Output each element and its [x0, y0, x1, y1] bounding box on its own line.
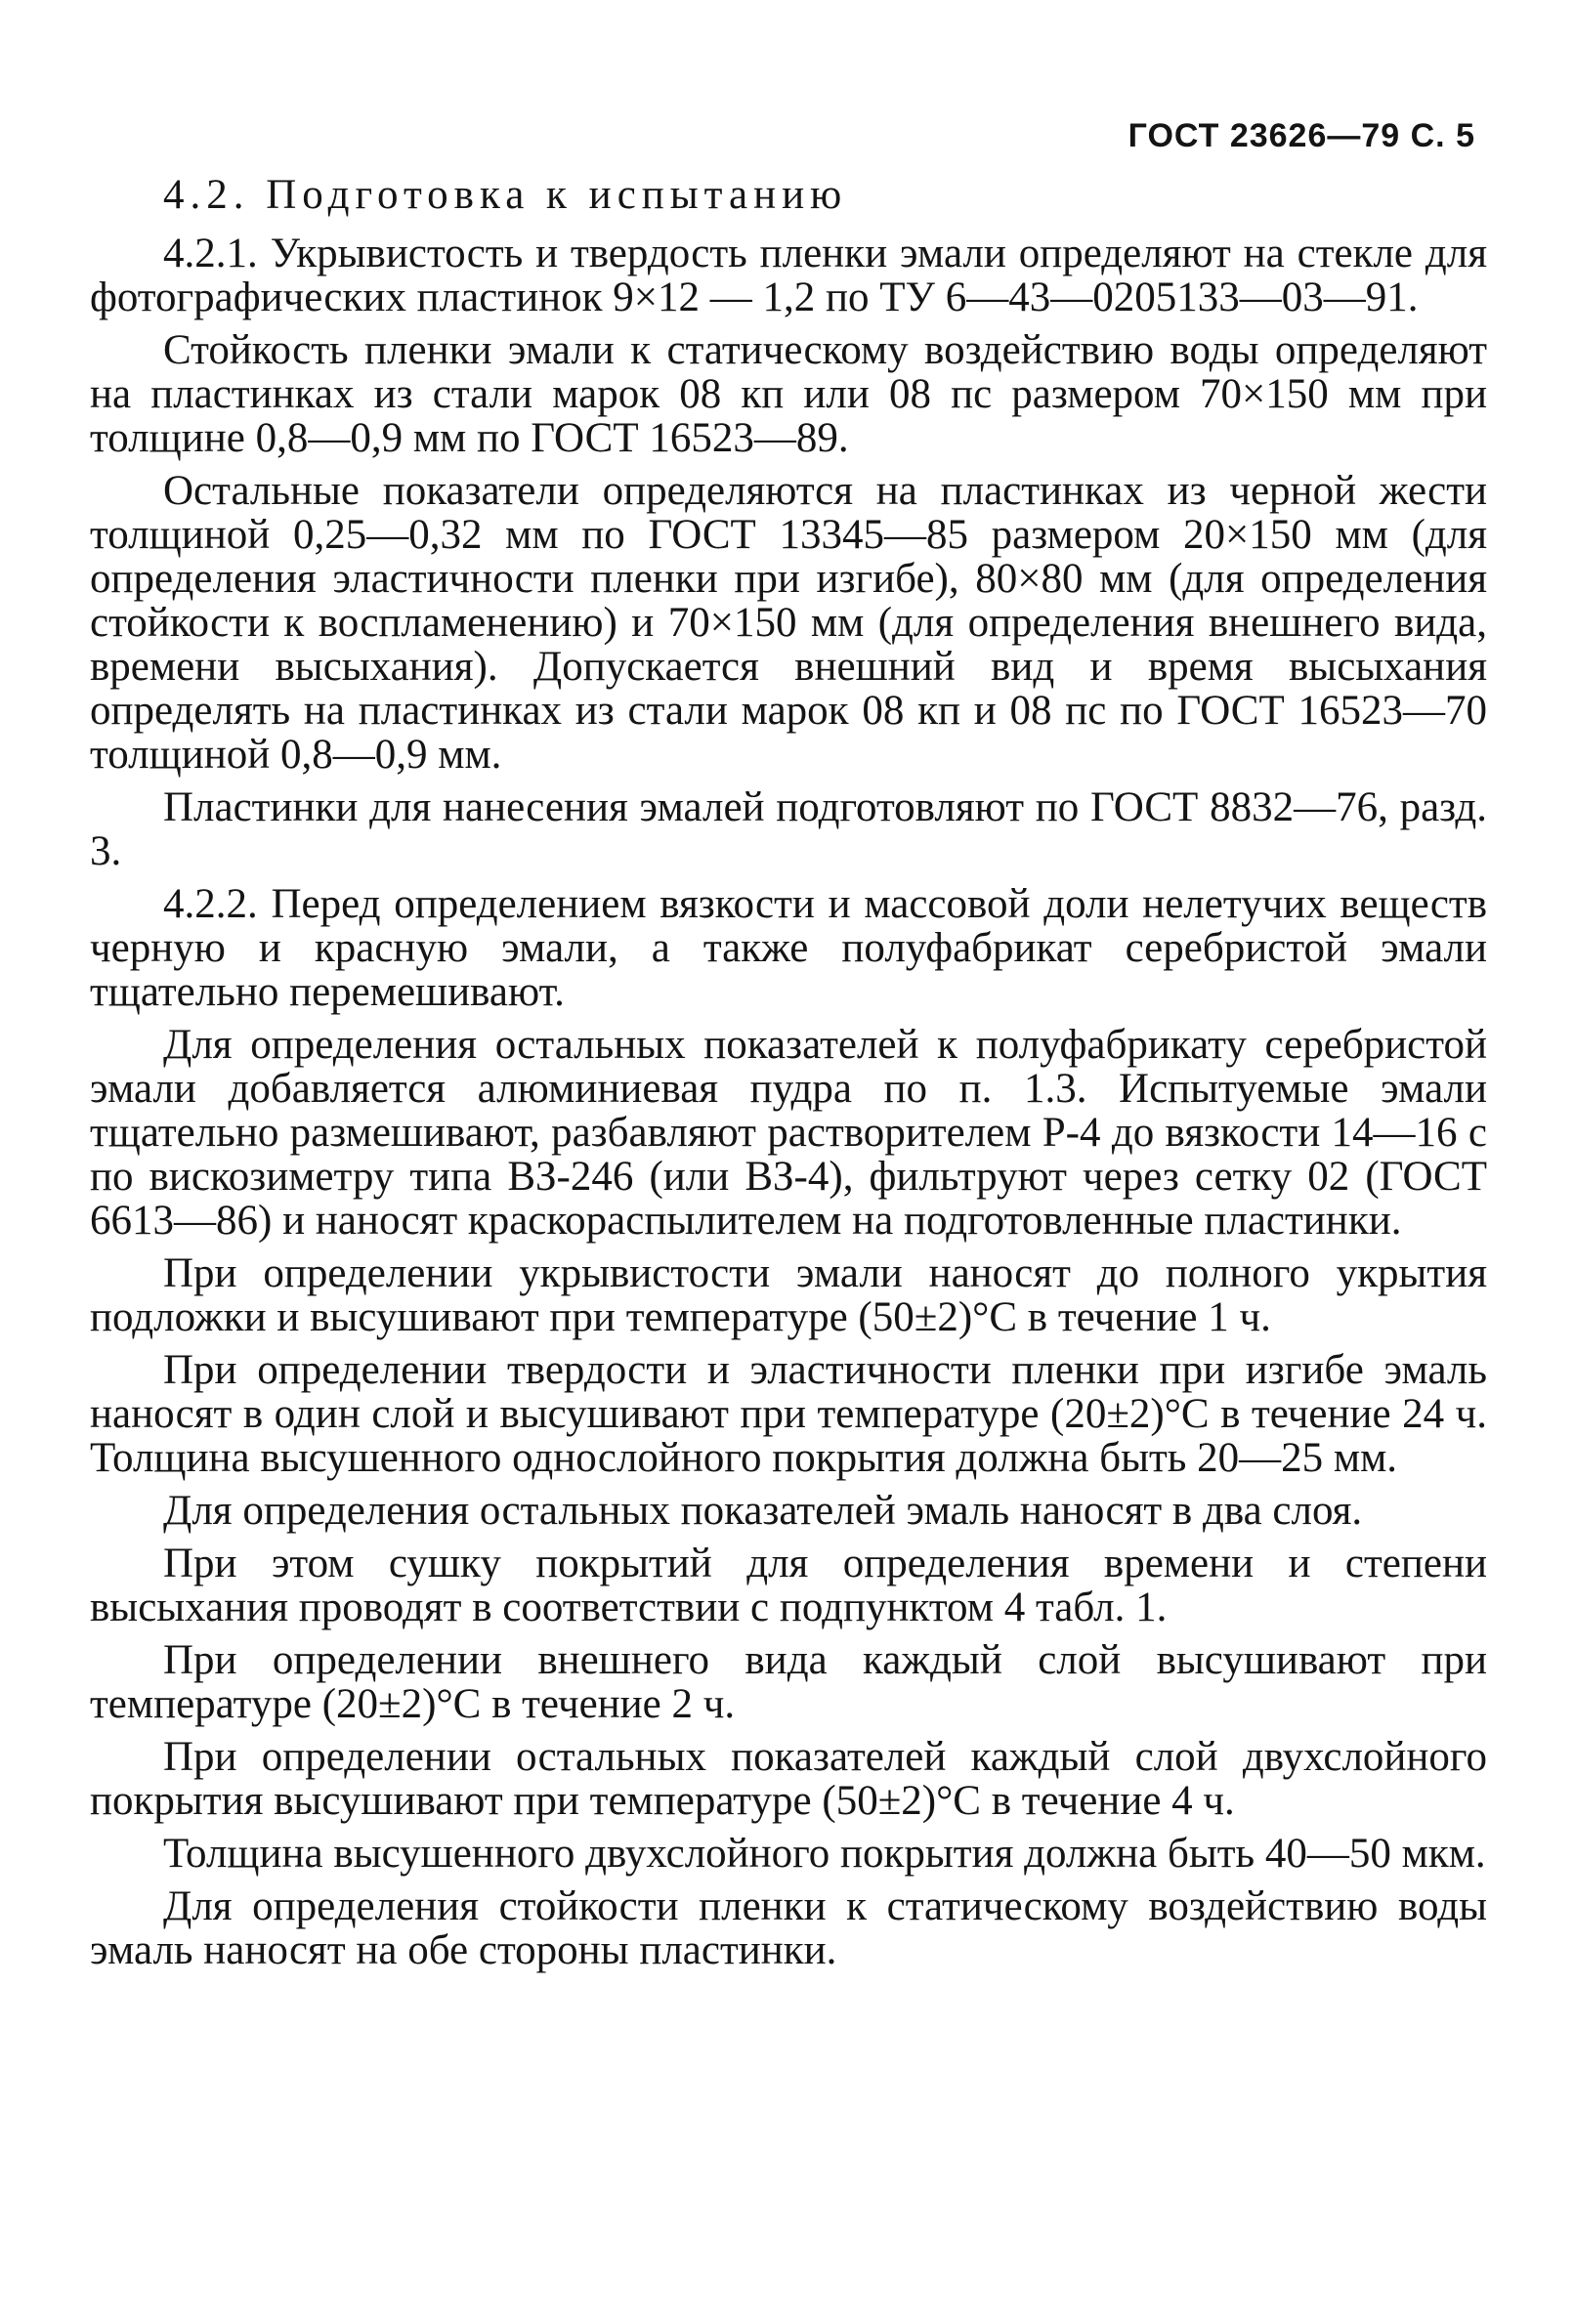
paragraph-plate-preparation: Пластинки для нанесения эмалей подготовляют по ГОСТ 8832—76, разд. 3. [90, 784, 1487, 874]
section-heading: 4.2. Подготовка к испытанию [163, 172, 848, 218]
document-page [90, 117, 1487, 1981]
paragraph-appearance: При определении внешнего вида каждый слой высушивают при температуре (20±2)°С в течение 2 ч. [90, 1637, 1487, 1727]
paragraph-other-indicators: Остальные показатели определяются на пластинках из черной жести толщиной 0,25—0,32 мм по ГОСТ 13345—85 размером 20×150 мм (для определения эластичности пленки при изгибе), 80×80 мм (для определения стойкости к воспламенению) и 70×150 мм (для определения внешнего вида, времени высыхания). Допускается внешний вид и время высыхания определять на пластинках из стали марок 08 кп и 08 пс по ГОСТ 16523—70 толщиной 0,8—0,9 мм. [90, 468, 1487, 778]
paragraph-both-sides: Для определения стойкости пленки к статическому воздействию воды эмаль наносят на обе стороны пластинки. [90, 1883, 1487, 1973]
body-text [90, 232, 1487, 1972]
paragraph-4-2-2: 4.2.2. Перед определением вязкости и массовой доли нелетучих веществ черную и красную эмали, а также полуфабрикат серебристой эмали тщательно перемешивают. [90, 881, 1487, 1015]
running-header: ГОСТ 23626—79 С. 5 [1127, 117, 1475, 154]
paragraph-silver-enamel: Для определения остальных показателей к полуфабрикату серебристой эмали добавляется алюминиевая пудра по п. 1.3. Испытуемые эмали тщательно размешивают, разбавляют растворителем Р-4 до вязкости 14—16 с по вискозиметру типа ВЗ-246 (или ВЗ-4), фильтруют через сетку 02 (ГОСТ 6613—86) и наносят краскораспылителем на подготовленные пластинки. [90, 1022, 1487, 1244]
paragraph-two-layer-drying: При определении остальных показателей каждый слой двухслойного покрытия высушивают при температуре (50±2)°С в течение 4 ч. [90, 1734, 1487, 1824]
paragraph-drying: При этом сушку покрытий для определения времени и степени высыхания проводят в соответствии с подпунктом 4 табл. 1. [90, 1541, 1487, 1630]
paragraph-two-layers: Для определения остальных показателей эмаль наносят в два слоя. [163, 1488, 1363, 1534]
paragraph-water-resistance: Стойкость пленки эмали к статическому воздействию воды определяют на пластинках из стали марок 08 кп или 08 пс размером 70×150 мм при толщине 0,8—0,9 мм по ГОСТ 16523—89. [90, 327, 1487, 461]
paragraph-hiding-power: При определении укрывистости эмали наносят до полного укрытия подложки и высушивают при температуре (50±2)°С в течение 1 ч. [90, 1250, 1487, 1340]
paragraph-4-2-1: 4.2.1. Укрывистость и твердость пленки эмали определяют на стекле для фотографических пластинок 9×12 — 1,2 по ТУ 6—43—0205133—03—91. [90, 231, 1487, 320]
paragraph-hardness-elasticity: При определении твердости и эластичности пленки при изгибе эмаль наносят в один слой и высушивают при температуре (20±2)°С в течение 24 ч. Толщина высушенного однослойного покрытия должна быть 20—25 мм. [90, 1347, 1487, 1481]
paragraph-coating-thickness: Толщина высушенного двухслойного покрытия должна быть 40—50 мкм. [163, 1831, 1486, 1877]
